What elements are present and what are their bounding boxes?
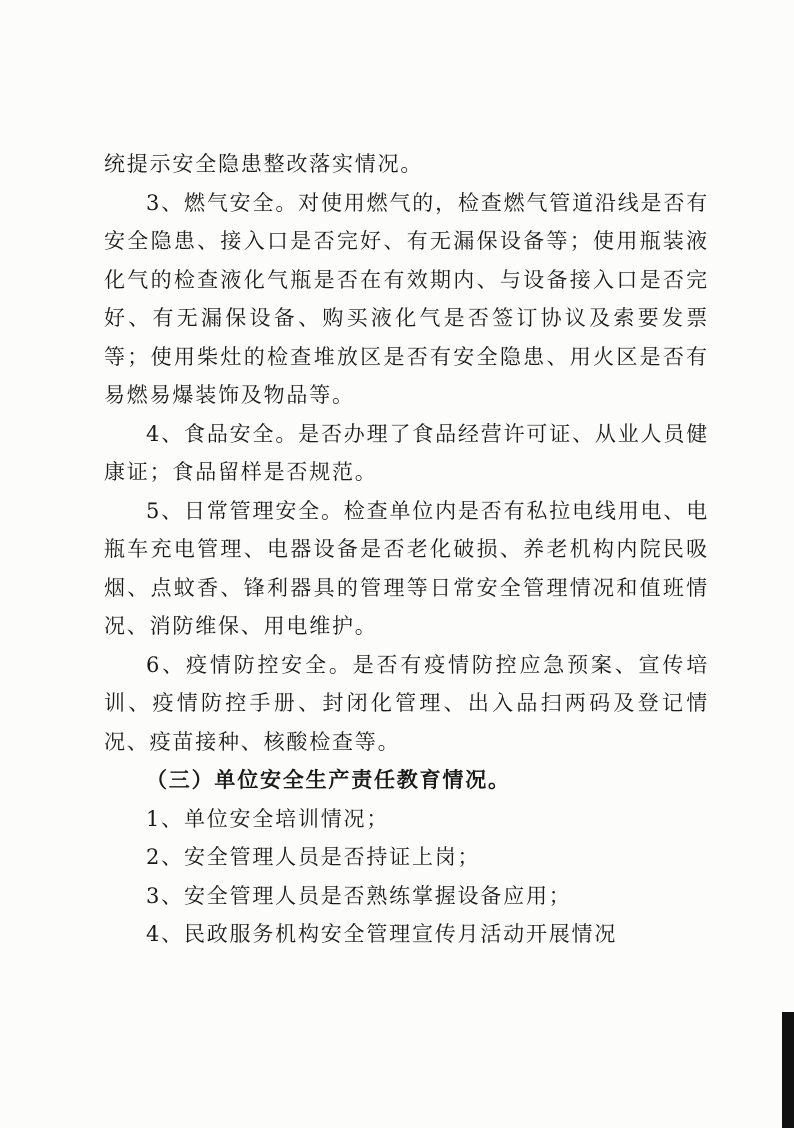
document-body bbox=[104, 145, 709, 954]
paragraph-gas-safety: 3、燃气安全。对使用燃气的，检查燃气管道沿线是否有安全隐患、接入口是否完好、有无漏保设备等；使用瓶装液化气的检查液化气瓶是否在有效期内、与设备接入口是否完好、有无漏保设备、购买液化气是否签订协议及索要发票等；使用柴灶的检查堆放区是否有安全隐患、用火区是否有易燃易爆装饰及物品等。 bbox=[104, 190, 709, 407]
paragraph-continuation: 统提示安全隐患整改落实情况。 bbox=[104, 152, 424, 176]
paragraph-food-safety: 4、食品安全。是否办理了食品经营许可证、从业人员健康证；食品留样是否规范。 bbox=[104, 421, 709, 484]
paragraph-daily-management-safety: 5、日常管理安全。检查单位内是否有私拉电线用电、电瓶车充电管理、电器设备是否老化破损、养老机构内院民吸烟、点蚊香、锋利器具的管理等日常安全管理情况和值班情况、消防维保、用电维护。 bbox=[104, 498, 709, 638]
list-item-certified-staff: 2、安全管理人员是否持证上岗； bbox=[146, 845, 481, 869]
section-heading-responsibility-education: （三）单位安全生产责任教育情况。 bbox=[146, 767, 511, 792]
paragraph-epidemic-prevention-safety: 6、疫情防控安全。是否有疫情防控应急预案、宣传培训、疫情防控手册、封闭化管理、出入品扫两码及登记情况、疫苗接种、核酸检查等。 bbox=[104, 652, 709, 754]
list-item-awareness-month: 4、民政服务机构安全管理宣传月活动开展情况 bbox=[146, 922, 618, 946]
scan-edge-mark bbox=[782, 1012, 794, 1128]
list-item-equipment-proficiency: 3、安全管理人员是否熟练掌握设备应用； bbox=[146, 883, 572, 908]
list-item-safety-training: 1、单位安全培训情况； bbox=[146, 806, 390, 831]
